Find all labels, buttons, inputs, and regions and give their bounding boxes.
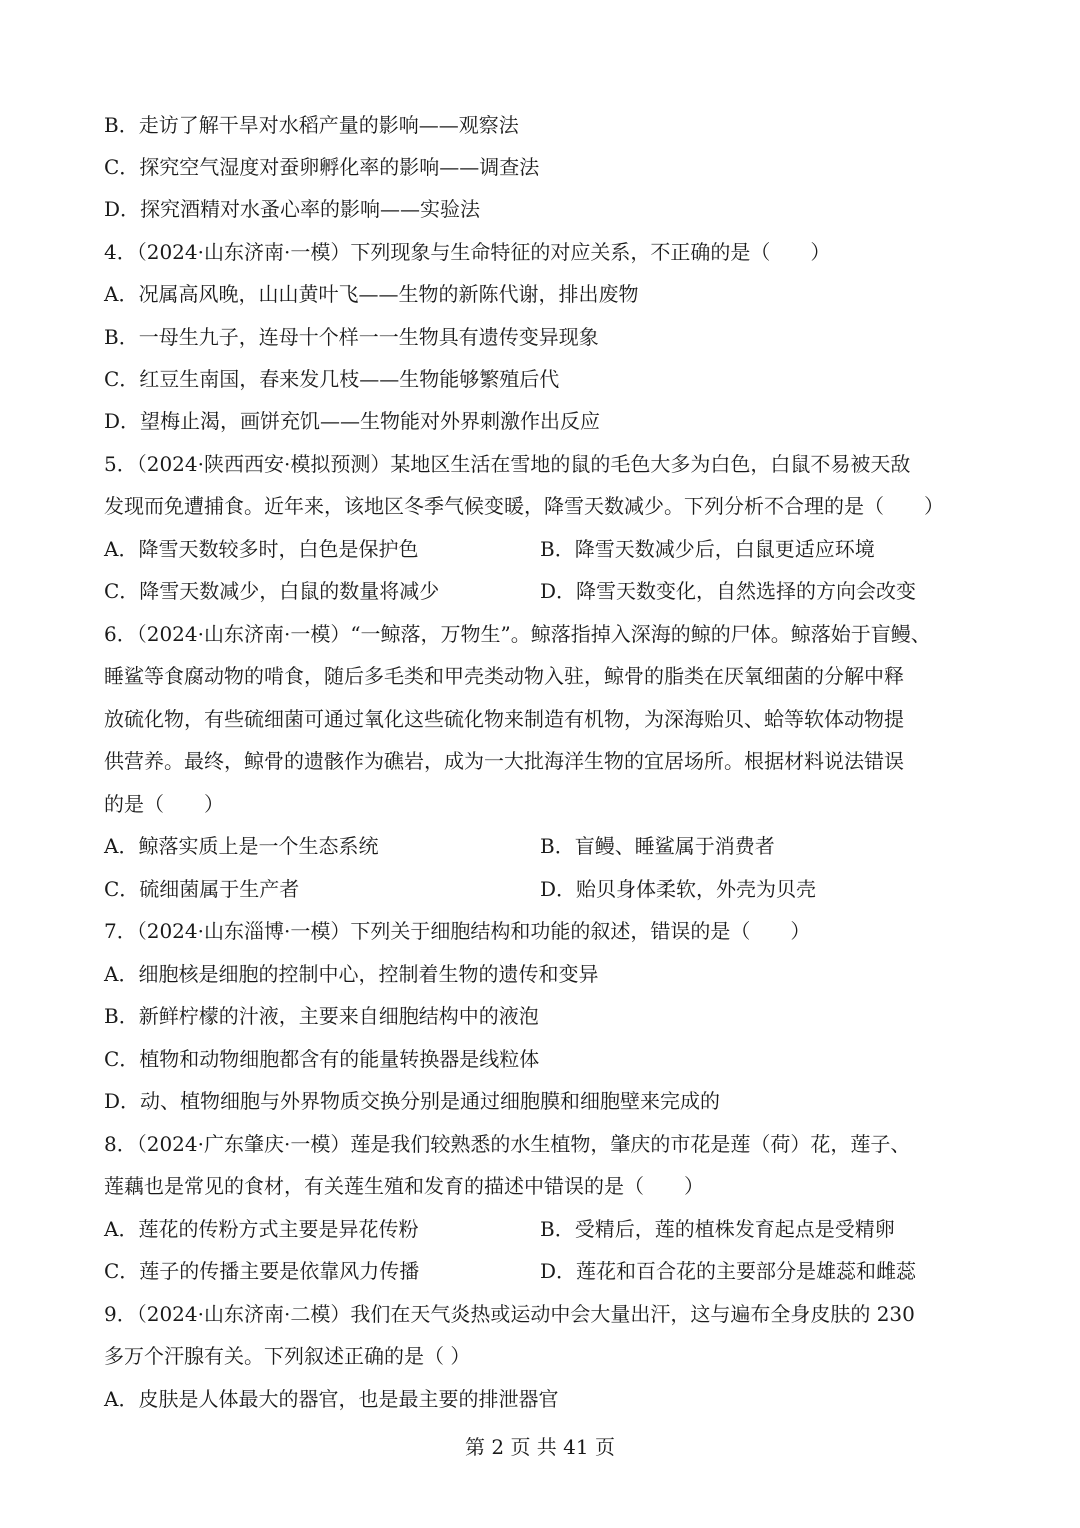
- q9-stem-line1: 9．（2024·山东济南·二模）我们在天气炎热或运动中会大量出汗，这与遍布全身皮肤的 230: [104, 1302, 915, 1326]
- q8-option-d: D．莲花和百合花的主要部分是雄蕊和雌蕊: [540, 1259, 917, 1283]
- page-number-footer: 第 2 页 共 41 页: [465, 1435, 615, 1459]
- q6-option-d: D．贻贝身体柔软，外壳为贝壳: [540, 877, 817, 901]
- q5-option-a: A．降雪天数较多时，白色是保护色: [104, 537, 419, 561]
- q6-stem-line3: 放硫化物，有些硫细菌可通过氧化这些硫化物来制造有机物，为深海贻贝、蛤等软体动物提: [104, 707, 904, 731]
- q7-option-b: B．新鲜柠檬的汁液，主要来自细胞结构中的液泡: [104, 1004, 539, 1028]
- q4-option-a: A．况属高风晚，山山黄叶飞——生物的新陈代谢，排出废物: [104, 282, 639, 306]
- q8-stem-line2: 莲藕也是常见的食材，有关莲生殖和发育的描述中错误的是（ ）: [104, 1174, 704, 1198]
- q5-option-c: C．降雪天数减少，白鼠的数量将减少: [104, 579, 440, 603]
- q7-option-d: D．动、植物细胞与外界物质交换分别是通过细胞膜和细胞壁来完成的: [104, 1089, 721, 1113]
- q3-option-d: D．探究酒精对水蚤心率的影响——实验法: [104, 197, 481, 221]
- q5-option-d: D．降雪天数变化，自然选择的方向会改变: [540, 579, 917, 603]
- q4-option-c: C．红豆生南国，春来发几枝——生物能够繁殖后代: [104, 367, 560, 391]
- q8-option-b: B．受精后，莲的植株发育起点是受精卵: [540, 1217, 895, 1241]
- q3-option-b: B．走访了解干旱对水稻产量的影响——观察法: [104, 113, 519, 137]
- q6-stem-line4: 供营养。最终，鲸骨的遗骸作为礁岩，成为一大批海洋生物的宜居场所。根据材料说法错误: [104, 749, 904, 773]
- q5-stem-line1: 5．（2024·陕西西安·模拟预测）某地区生活在雪地的鼠的毛色大多为白色，白鼠不易被天敌: [104, 452, 911, 476]
- q6-option-b: B．盲鳗、睡鲨属于消费者: [540, 834, 775, 858]
- q8-option-a: A．莲花的传粉方式主要是异花传粉: [104, 1217, 419, 1241]
- q6-stem-line1: 6．（2024·山东济南·一模）“一鲸落，万物生”。鲸落指掉入深海的鲸的尸体。鲸落始于盲鳗、: [104, 622, 931, 646]
- q6-stem-line5: 的是（ ）: [104, 792, 224, 816]
- q5-stem-line2: 发现而免遭捕食。近年来，该地区冬季气候变暖，降雪天数减少。下列分析不合理的是（ ）: [104, 494, 944, 518]
- q6-stem-line2: 睡鲨等食腐动物的啃食，随后多毛类和甲壳类动物入驻，鲸骨的脂类在厌氧细菌的分解中释: [104, 664, 904, 688]
- q8-option-c: C．莲子的传播主要是依靠风力传播: [104, 1259, 420, 1283]
- q6-option-c: C．硫细菌属于生产者: [104, 877, 300, 901]
- q7-stem: 7．（2024·山东淄博·一模）下列关于细胞结构和功能的叙述，错误的是（ ）: [104, 919, 811, 943]
- q7-option-a: A．细胞核是细胞的控制中心，控制着生物的遗传和变异: [104, 962, 599, 986]
- q9-stem-line2: 多万个汗腺有关。下列叙述正确的是（ ）: [104, 1344, 471, 1368]
- q8-stem-line1: 8．（2024·广东肇庆·一模）莲是我们较熟悉的水生植物，肇庆的市花是莲（荷）花，莲子、: [104, 1132, 911, 1156]
- q7-option-c: C．植物和动物细胞都含有的能量转换器是线粒体: [104, 1047, 540, 1071]
- q3-option-c: C．探究空气湿度对蚕卵孵化率的影响——调查法: [104, 155, 540, 179]
- q6-option-a: A．鲸落实质上是一个生态系统: [104, 834, 379, 858]
- q4-stem: 4．（2024·山东济南·一模）下列现象与生命特征的对应关系，不正确的是（ ）: [104, 240, 831, 264]
- q4-option-b: B．一母生九子，连母十个样一一生物具有遗传变异现象: [104, 325, 599, 349]
- q9-option-a: A．皮肤是人体最大的器官，也是最主要的排泄器官: [104, 1387, 559, 1411]
- q4-option-d: D．望梅止渴，画饼充饥——生物能对外界刺激作出反应: [104, 409, 601, 433]
- q5-option-b: B．降雪天数减少后，白鼠更适应环境: [540, 537, 875, 561]
